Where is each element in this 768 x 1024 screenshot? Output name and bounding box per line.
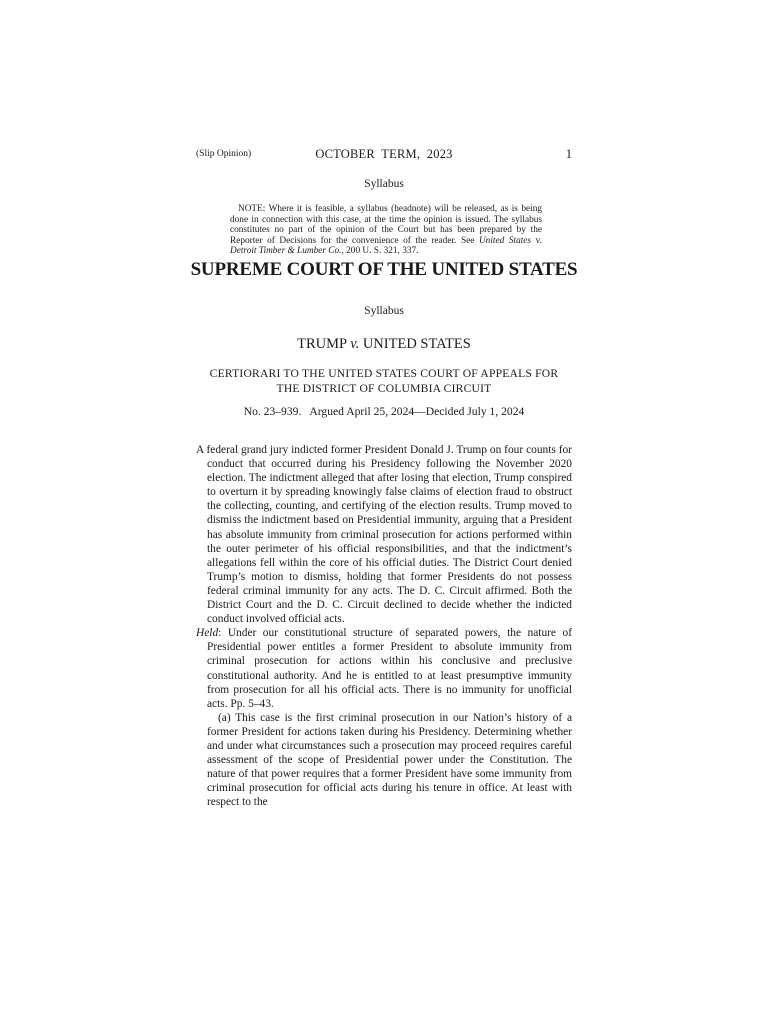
subsection-a-paragraph: (a) This case is the first criminal prosecution in our Nation’s history of a former President for actions taken during his Presidency. Determining whether and under what circumstances such a prosecution may proceed requires careful assessment of the scope of Presidential power under the Constitution. The nature of that power requires that a former President have some immunity from criminal prosecution for official acts during his tenure in office. At least with respect to the [207, 711, 572, 809]
page-number: 1 [565, 147, 572, 161]
note-case-name-2: Detroit Timber & Lumber Co. [230, 246, 342, 257]
note-citation: , 200 U. S. 321, 337. [341, 246, 419, 257]
held-label: Held [196, 627, 219, 640]
certiorari-line-2: THE DISTRICT OF COLUMBIA CIRCUIT [276, 381, 492, 395]
background-paragraph: A federal grand jury indicted former President Donald J. Trump on four counts for conduct that occurred during his Presidency following the November 2020 election. The indictment alleged that after losing that election, Trump conspired to overturn it by spreading knowingly false claims of election fraud to obstruct the collecting, counting, and certifying of the election results. Trump moved to dismiss the indictment based on Presidential immunity, arguing that a President has absolute immunity from criminal prosecution for actions performed within the outer perimeter of his official responsibilities, and that the indictment’s allegations fell within the core of his official duties. The District Court denied Trump’s motion to dismiss, holding that former Presidents do not possess federal criminal immunity for any acts. The D. C. Circuit affirmed. Both the District Court and the D. C. Circuit declined to decide whether the indicted conduct involved official acts. [196, 444, 572, 626]
slip-opinion-label: (Slip Opinion) [196, 149, 252, 159]
held-text: : Under our constitutional structure of separated powers, the nature of Presidential power entitles a former President to absolute immunity from criminal prosecution for actions within his conclusive and preclusive constitutional authority. And he is entitled to at least presumptive immunity from prosecution for all his official acts. There is no immunity for unofficial acts. Pp. 5–43. [207, 627, 572, 710]
held-paragraph [196, 626, 572, 711]
syllabus-heading: Syllabus [364, 178, 404, 190]
case-caption [196, 336, 572, 353]
certiorari-line [196, 367, 572, 396]
slip-opinion-page [190, 0, 578, 1024]
respondent-name: UNITED STATES [362, 336, 471, 352]
running-header [196, 147, 572, 163]
petitioner-name: TRUMP [297, 336, 347, 352]
certiorari-line-1: CERTIORARI TO THE UNITED STATES COURT OF APPEALS FOR [209, 367, 559, 380]
reporter-note [230, 204, 542, 257]
court-name: SUPREME COURT OF THE UNITED STATES [190, 259, 578, 280]
note-text: NOTE: Where it is feasible, a syllabus (headnote) will be released, as is being done in connection with this case, at the time the opinion is issued. The syllabus constitutes no part of the opinion of the Court but has been prepared by the Reporter of Decisions for the convenience of the reader. See [230, 204, 542, 246]
syllabus-subheading: Syllabus [364, 305, 404, 317]
syllabus-body [196, 443, 572, 809]
term-label: OCTOBER TERM, 2023 [315, 147, 453, 161]
caption-versus: v. [350, 336, 360, 352]
note-case-name: United States [478, 235, 532, 246]
note-versus: v. [531, 235, 542, 246]
docket-line: No. 23–939. Argued April 25, 2024—Decided July 1, 2024 [243, 405, 525, 418]
